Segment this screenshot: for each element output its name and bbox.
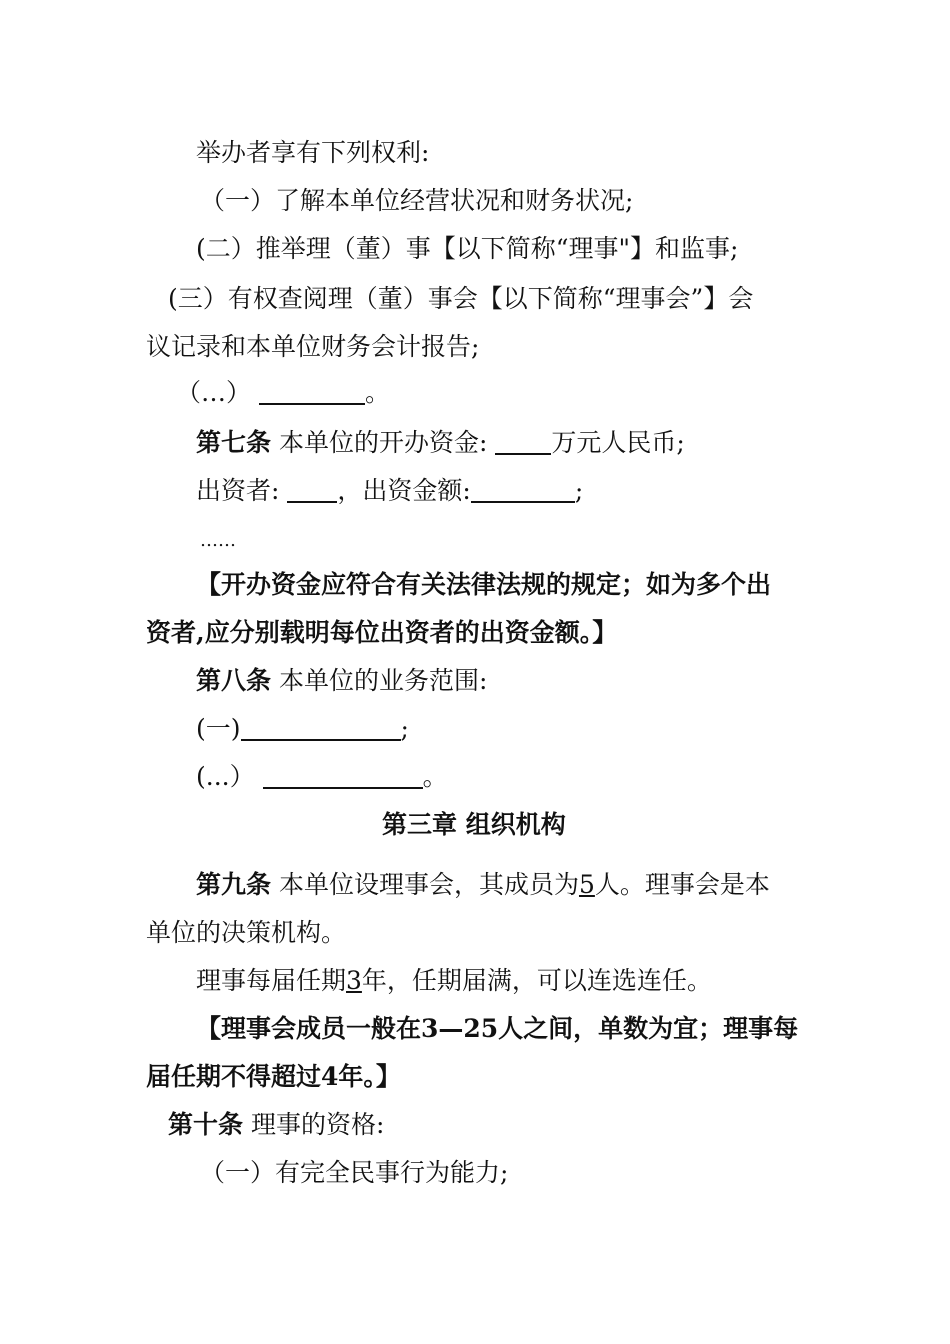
article-9 (196, 870, 770, 900)
capital-note-line1: 【开办资金应符合有关法律法规的规定；如为多个出 (196, 570, 772, 599)
article-7-suffix: 万元人民币; (551, 428, 685, 457)
right-item-more-suffix: 。 (364, 378, 390, 407)
chapter-3-heading: 第三章 组织机构 (382, 810, 566, 839)
article-9-cont: 单位的决策机构。 (146, 918, 347, 947)
investor-label: 出资者: (196, 476, 280, 505)
investor-amount-blank (471, 477, 575, 503)
investor-line (196, 476, 583, 506)
board-member-count: 5 (578, 870, 595, 899)
board-note-line1: 【理事会成员一般在3—25人之间，单数为宜；理事每 (196, 1014, 799, 1043)
right-item-more (176, 378, 390, 408)
right-item-1: （一）了解本单位经营状况和财务状况; (200, 186, 634, 215)
capital-note-line2: 资者,应分别载明每位出资者的出资金额。】 (146, 618, 618, 647)
scope-item-1-suffix: ; (400, 714, 409, 743)
right-item-3-cont: 议记录和本单位财务会计报告; (146, 332, 480, 361)
investor-end: ; (574, 476, 584, 505)
term-text-b: 年，任期届满，可以连选连任。 (361, 966, 712, 995)
article-9-text-b: 人。理事会是本 (594, 870, 770, 899)
article-8-label: 第八条 (196, 666, 272, 695)
article-10 (168, 1110, 384, 1140)
qualification-item-1: （一）有完全民事行为能力; (200, 1158, 509, 1187)
board-note-line2: 届任期不得超过4年。】 (146, 1062, 401, 1091)
right-item-2: (二）推举理（董）事【以下简称“理事"】和监事; (196, 234, 739, 263)
scope-item-more-prefix: (...） (196, 762, 255, 791)
scope-item-1-prefix: (一) (196, 714, 241, 743)
term-line (196, 966, 712, 996)
scope-item-1-blank (241, 715, 401, 741)
scope-item-more (196, 762, 448, 792)
article-10-label: 第十条 (168, 1110, 244, 1139)
article-8 (196, 666, 487, 696)
right-item-more-blank (259, 379, 365, 405)
rights-intro: 举办者享有下列权利: (196, 138, 430, 167)
term-years: 3 (346, 966, 362, 995)
article-9-text-a: 本单位设理事会，其成员为 (278, 870, 579, 899)
article-7 (196, 428, 685, 458)
right-item-3: (三）有权查阅理（董）事会【以下简称“理事会”】会 (168, 284, 754, 313)
scope-item-more-blank (263, 763, 423, 789)
scope-item-1 (196, 714, 409, 744)
right-item-more-prefix: （…） (176, 378, 252, 407)
investor-name-blank (287, 477, 337, 503)
article-7-text: 本单位的开办资金: (278, 428, 488, 457)
investor-mid: ，出资金额: (337, 476, 471, 505)
term-text-a: 理事每届任期 (196, 966, 347, 995)
article-10-text: 理事的资格: (250, 1110, 385, 1139)
article-8-text: 本单位的业务范围: (278, 666, 488, 695)
capital-amount-blank (495, 429, 551, 455)
scope-item-more-suffix: 。 (422, 762, 448, 791)
ellipsis-line: …… (200, 530, 236, 551)
article-9-label: 第九条 (196, 870, 272, 899)
article-7-label: 第七条 (196, 428, 272, 457)
